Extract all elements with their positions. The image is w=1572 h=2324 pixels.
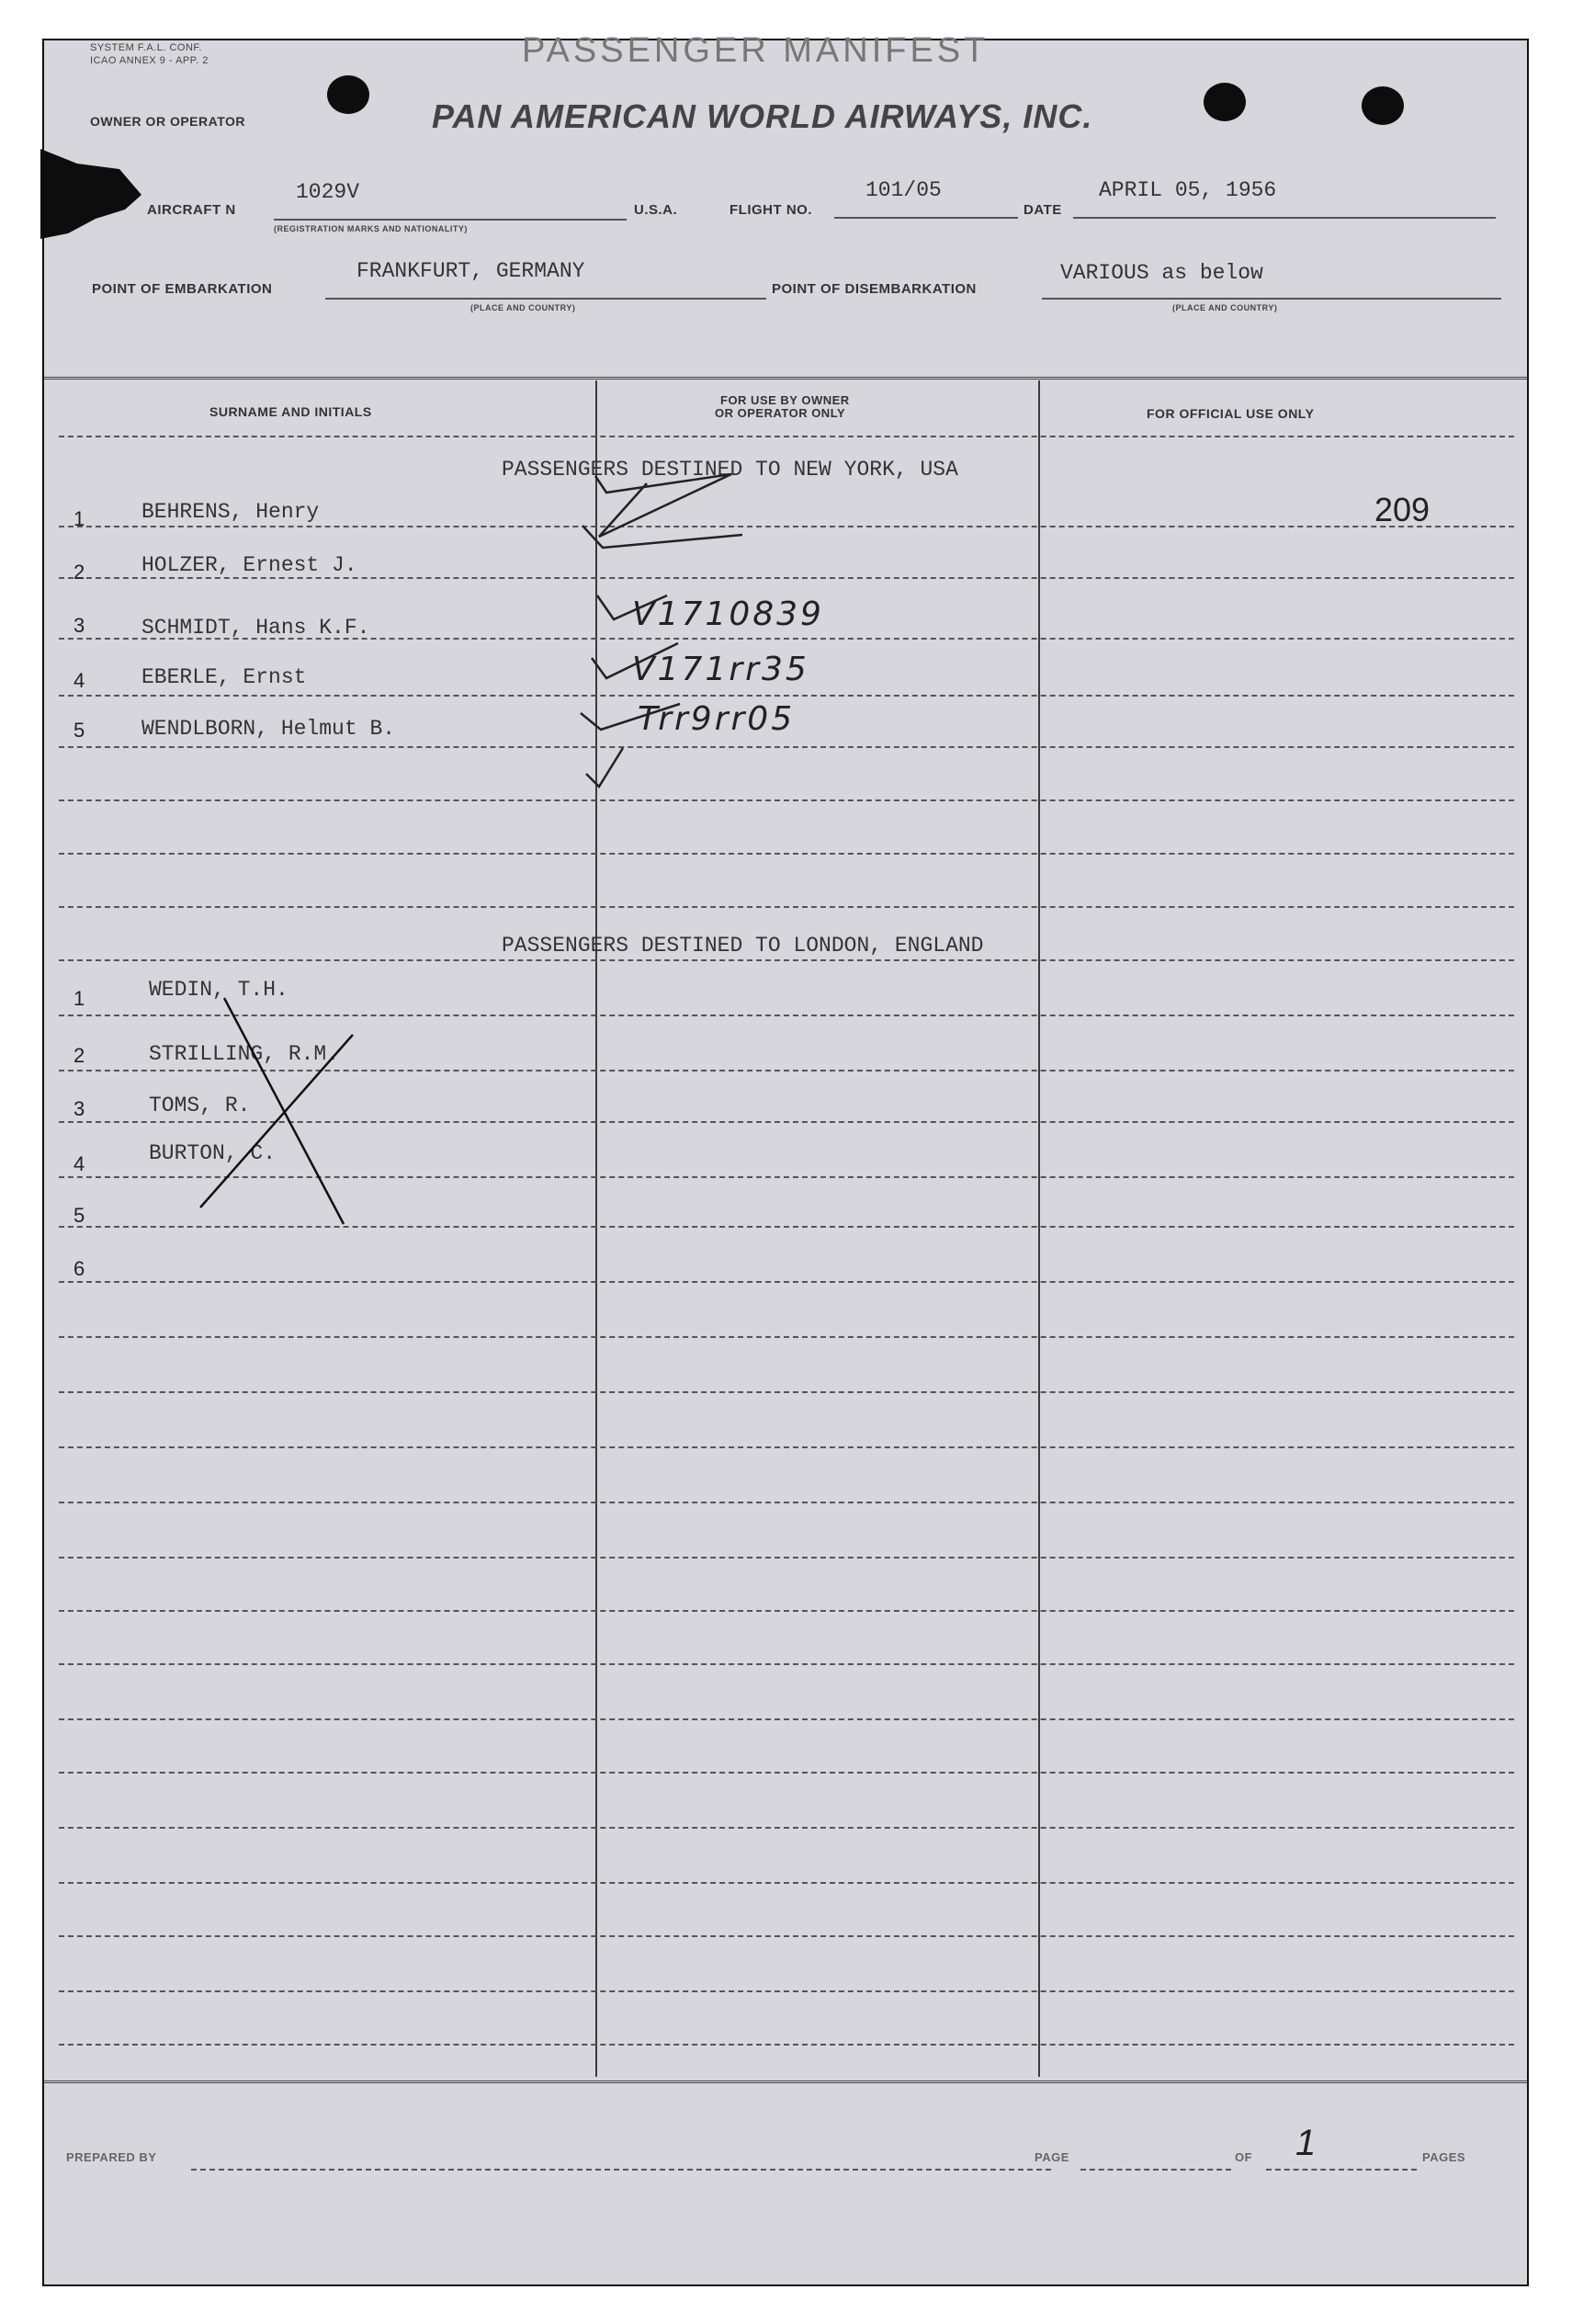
date-value: APRIL 05, 1956 (1099, 178, 1277, 202)
punch-hole-2 (1204, 83, 1246, 121)
london-row-2-name: STRILLING, R.M. (149, 1042, 340, 1066)
of-line (1266, 2169, 1417, 2171)
usa-label: U.S.A. (634, 202, 678, 218)
ruled-line (59, 1336, 1514, 1338)
date-underline (1073, 217, 1496, 219)
section-london-heading: PASSENGERS DESTINED TO LONDON, ENGLAND (502, 934, 984, 958)
ruled-line (59, 959, 1514, 961)
pages-label: PAGES (1422, 2150, 1466, 2164)
flight-label: FLIGHT NO. (729, 202, 812, 218)
page-label: PAGE (1035, 2150, 1069, 2164)
ruled-line (59, 1502, 1514, 1503)
ny-row-5-num: 5 (74, 719, 85, 742)
check-marks (522, 426, 816, 794)
ruled-line (59, 1718, 1514, 1720)
ny-row-4-num: 4 (74, 669, 85, 692)
ruled-line (59, 1446, 1514, 1448)
embark-label: POINT OF EMBARKATION (92, 281, 273, 297)
ruled-line (59, 1610, 1514, 1612)
london-row-1-name: WEDIN, T.H. (149, 978, 288, 1002)
ruled-line (59, 1935, 1514, 1937)
airline-name: PAN AMERICAN WORLD AIRWAYS, INC. (432, 97, 1093, 135)
system-ref-2: ICAO ANNEX 9 - APP. 2 (90, 55, 209, 66)
ruled-line (59, 1827, 1514, 1829)
london-row-1-num: 1 (74, 987, 85, 1010)
ny-row-4-code: V171rr35 (632, 651, 809, 688)
disembark-underline (1042, 298, 1501, 300)
disembark-sub: (PLACE AND COUNTRY) (1172, 303, 1278, 312)
official-number: 209 (1374, 491, 1431, 528)
london-row-5-num: 5 (74, 1204, 85, 1227)
london-row-4-name: BURTON, C. (149, 1141, 277, 1165)
ny-row-2-num: 2 (74, 561, 85, 584)
aircraft-underline (274, 219, 627, 221)
ruled-line (59, 1882, 1514, 1884)
page-of-value: 1 (1295, 2123, 1317, 2163)
col-header-owner-2: OR OPERATOR ONLY (715, 406, 846, 420)
aircraft-sub: (REGISTRATION MARKS AND NATIONALITY) (274, 224, 468, 233)
ruled-line (59, 2044, 1514, 2046)
section-ny-heading: PASSENGERS DESTINED TO NEW YORK, USA (502, 458, 958, 482)
prepared-line (191, 2169, 1051, 2171)
manifest-sheet (42, 31, 1529, 2286)
london-row-6-num: 6 (74, 1257, 85, 1280)
london-row-3-name: TOMS, R. (149, 1094, 251, 1117)
system-ref-1: SYSTEM F.A.L. CONF. (90, 42, 202, 53)
ruled-line (59, 1557, 1514, 1559)
ny-row-5-name: WENDLBORN, Helmut B. (141, 717, 396, 741)
ny-row-1-name: BEHRENS, Henry (141, 500, 320, 524)
ruled-line (59, 1772, 1514, 1774)
ruled-line (59, 906, 1514, 908)
owner-label: OWNER OR OPERATOR (90, 114, 245, 129)
ny-row-3-num: 3 (74, 614, 85, 637)
ny-row-4-name: EBERLE, Ernst (141, 665, 307, 689)
embark-underline (325, 298, 766, 300)
disembark-label: POINT OF DISEMBARKATION (772, 281, 977, 297)
ruled-line (59, 1391, 1514, 1393)
ny-row-1-num: 1 (74, 507, 85, 530)
embark-sub: (PLACE AND COUNTRY) (470, 303, 576, 312)
ny-row-5-code: Trr9rr05 (638, 700, 796, 738)
ny-row-2-name: HOLZER, Ernest J. (141, 553, 357, 577)
prepared-label: PREPARED BY (66, 2150, 157, 2164)
punch-hole-1 (327, 75, 369, 114)
ny-row-3-name: SCHMIDT, Hans K.F. (141, 616, 370, 640)
aircraft-value: 1029V (296, 180, 360, 204)
date-label: DATE (1023, 202, 1062, 218)
aircraft-label: AIRCRAFT N (147, 202, 236, 218)
ruled-line (59, 1663, 1514, 1665)
table-top-rule (44, 377, 1527, 380)
ny-row-3-code: V1710839 (632, 595, 824, 633)
flight-value: 101/05 (865, 178, 942, 202)
embark-value: FRANKFURT, GERMANY (356, 259, 585, 283)
flight-underline (834, 217, 1018, 219)
page-title: PASSENGER MANIFEST (522, 31, 990, 70)
ruled-line (59, 853, 1514, 855)
column-divider-2 (1038, 380, 1040, 2077)
page-line (1080, 2169, 1231, 2171)
strike-through-x (173, 987, 412, 1226)
col-header-surname: SURNAME AND INITIALS (209, 404, 372, 419)
ruled-line (59, 799, 1514, 801)
london-row-2-num: 2 (74, 1044, 85, 1067)
of-label: OF (1235, 2150, 1253, 2164)
ruled-line (59, 1226, 1514, 1228)
col-header-official: FOR OFFICIAL USE ONLY (1147, 406, 1315, 421)
punch-hole-3 (1362, 86, 1404, 125)
col-header-owner-1: FOR USE BY OWNER (720, 393, 850, 407)
ruled-line (59, 1990, 1514, 1992)
disembark-value: VARIOUS as below (1060, 261, 1263, 285)
ruled-line (59, 1281, 1514, 1283)
london-row-4-num: 4 (74, 1152, 85, 1175)
table-bottom-rule (44, 2080, 1527, 2083)
london-row-3-num: 3 (74, 1097, 85, 1120)
torn-corner (40, 149, 151, 241)
